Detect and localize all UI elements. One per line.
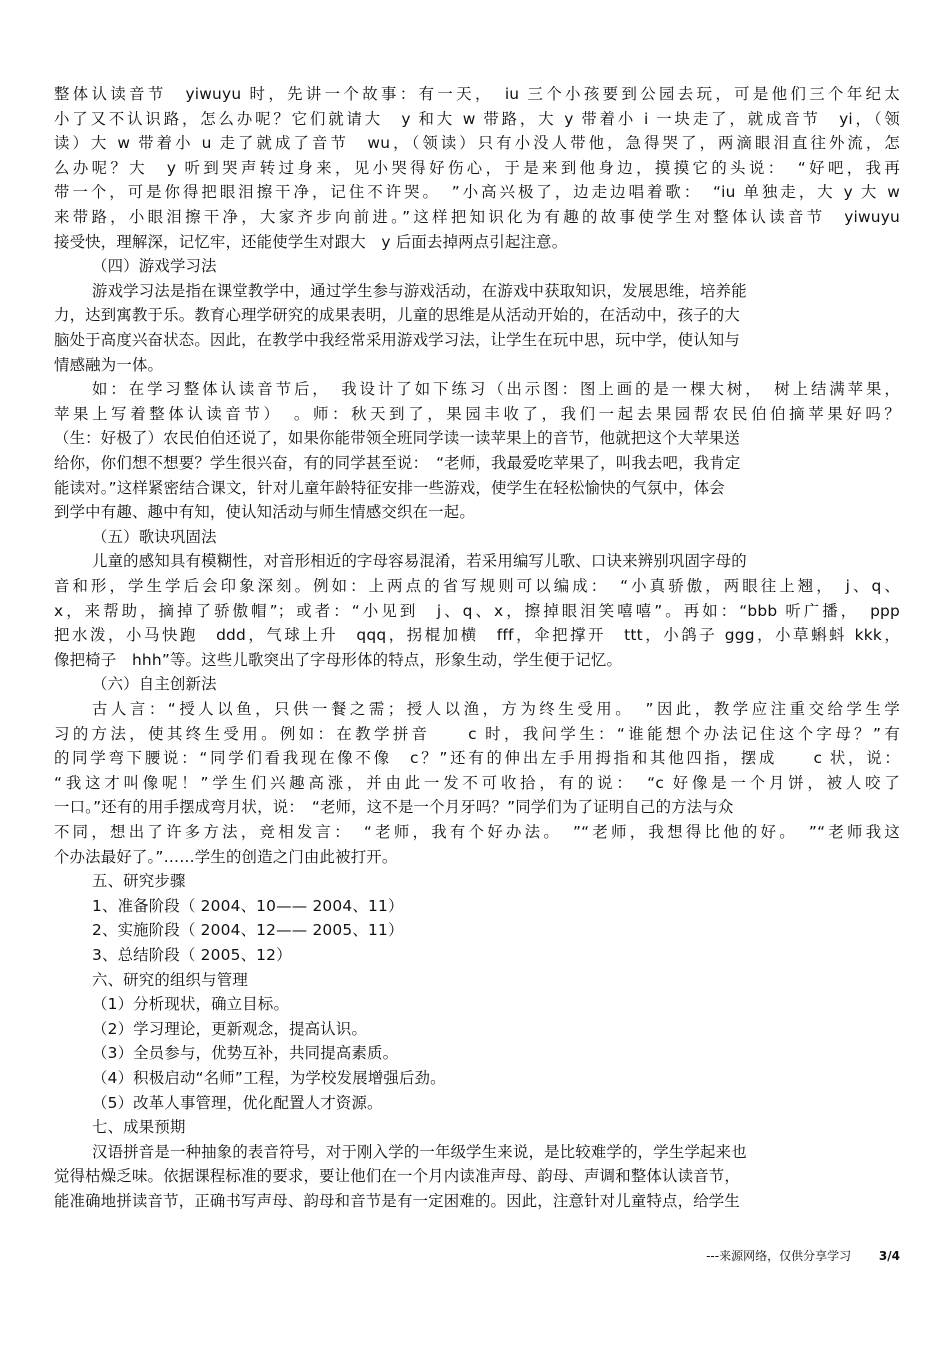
text-line: 带一个，可是你得把眼泪擦干净，记住不许哭。 ”小高兴极了，边走边唱着歌： “iu 单独走，大 y 大 w	[54, 183, 900, 202]
text-line: （2）学习理论，更新观念，提高认识。	[92, 1019, 368, 1038]
text-line: 小了又不认识路，怎么办呢？它们就请大 y 和大 w 带路，大 y 带着小 i 一块走了，就成音节 yi，（领	[54, 109, 900, 128]
text-line: x，来帮助，摘掉了骄傲帽”；或者：“小见到 j、q、x，擦掉眼泪笑嘻嘻”。再如：“bbb 听广播， ppp	[54, 601, 900, 620]
text-line: 六、研究的组织与管理	[92, 970, 248, 989]
text-line: （3）全员参与，优势互补，共同提高素质。	[92, 1044, 399, 1063]
text-line: 来带路，小眼泪擦干净，大家齐步向前进。”这样把知识化为有趣的故事使学生对整体认读音节 yiwuyu	[54, 208, 900, 226]
text-line: 古人言：“授人以鱼，只供一餐之需；授人以渔，方为终生受用。 ”因此，教学应注重交给学生学	[92, 700, 900, 718]
page-number: 3/4	[878, 1249, 900, 1263]
text-line: 音和形，学生学后会印象深刻。例如：上两点的省写规则可以编成： “小真骄傲，两眼往上翘， j、q、	[54, 577, 900, 595]
text-line: 觉得枯燥乏味。依据课程标准的要求，要让他们在一个月内读准声母、韵母、声调和整体认读音节，	[54, 1167, 740, 1186]
page-footer	[706, 1247, 900, 1265]
text-line: 如：在学习整体认读音节后， 我设计了如下练习（出示图：图上画的是一棵大树， 树上结满苹果，	[92, 380, 900, 399]
text-line: 儿童的感知具有模糊性，对音形相近的字母容易混淆，若采用编写儿歌、口诀来辨别巩固字母的	[92, 552, 747, 571]
text-line: 像把椅子 hhh”等。这些儿歌突出了字母形体的特点，形象生动，学生便于记忆。	[54, 650, 623, 669]
text-line: 游戏学习法是指在课堂教学中，通过学生参与游戏活动，在游戏中获取知识，发展思维，培养能	[92, 281, 747, 300]
text-line: 习的方法，使其终生受用。例如：在教学拼音 c 时，我问学生：“谁能想个办法记住这个字母？”有	[54, 724, 900, 743]
text-line: （六）自主创新法	[92, 675, 217, 694]
text-line: 个办法最好了。”……学生的创造之门由此被打开。	[54, 847, 398, 866]
text-line: 3、总结阶段（ 2005、12）	[92, 946, 292, 964]
text-line: 接受快，理解深，记忆牢，还能使学生对跟大 y 后面去掉两点引起注意。	[54, 232, 568, 251]
text-line: 能读对。”这样紧密结合课文，针对儿童年龄特征安排一些游戏，使学生在轻松愉快的气氛中，体会	[54, 478, 725, 497]
text-line: 的同学弯下腰说：“同学们看我现在像不像 c？”还有的伸出左手用拇指和其他四指，摆成 c 状，说：	[54, 749, 900, 768]
text-line: 么办呢？大 y 听到哭声转过身来，见小哭得好伤心，于是来到他身边，摸摸它的头说： “好吧，我再	[54, 158, 900, 177]
text-line: 力，达到寓教于乐。教育心理学研究的成果表明，儿童的思维是从活动开始的，在活动中，孩子的大	[54, 306, 740, 325]
footer-source-note: ---来源网络，仅供分享学习	[706, 1249, 852, 1263]
text-line: 把水泼，小马快跑 ddd，气球上升 qqq，拐棍加横 fff，伞把撑开 ttt，小鸽子 ggg，小草蝌蚪 kkk，	[54, 626, 900, 645]
text-line: （四）游戏学习法	[92, 257, 217, 276]
text-line: “我这才叫像呢！”学生们兴趣高涨，并由此一发不可收拾，有的说： “c 好像是一个月饼，被人咬了	[54, 773, 900, 792]
text-line: 到学中有趣、趣中有知，使认知活动与师生情感交织在一起。	[54, 503, 475, 522]
text-line: 整体认读音节 yiwuyu 时，先讲一个故事：有一天， iu 三个小孩要到公园去玩，可是他们三个年纪太	[54, 85, 900, 103]
text-line: 五、研究步骤	[92, 872, 186, 891]
text-line: 不同，想出了许多方法，竞相发言： “老师，我有个好办法。 ”“老师，我想得比他的好。 ”“老师我这	[54, 823, 900, 841]
text-line: 情感融为一体。	[54, 355, 164, 374]
text-line: （生：好极了）农民伯伯还说了，如果你能带领全班同学读一读苹果上的音节，他就把这个大苹果送	[54, 429, 740, 448]
text-line: （5）改革人事管理，优化配置人才资源。	[92, 1093, 383, 1112]
text-line: 1、准备阶段（ 2004、10—— 2004、11）	[92, 896, 404, 915]
text-line: 能准确地拼读音节，正确书写声母、韵母和音节是有一定困难的。因此，注意针对儿童特点，给学生	[54, 1192, 740, 1210]
text-line: 七、成果预期	[92, 1118, 186, 1137]
text-line: （1）分析现状，确立目标。	[92, 995, 290, 1014]
text-line: 脑处于高度兴奋状态。因此，在教学中我经常采用游戏学习法，让学生在玩中思，玩中学，使认知与	[54, 331, 740, 349]
text-line: （五）歌诀巩固法	[92, 527, 217, 546]
text-line: 读）大 w 带着小 u 走了就成了音节 wu，（领读）只有小没人带他，急得哭了，两滴眼泪直往外流，怎	[54, 134, 900, 153]
text-line: 汉语拼音是一种抽象的表音符号，对于刚入学的一年级学生来说，是比较难学的，学生学起来也	[92, 1142, 747, 1161]
text-line: 一口。”还有的用手摆成弯月状，说： “老师，这不是一个月牙吗？”同学们为了证明自己的方法与众	[54, 798, 734, 817]
text-line: 2、实施阶段（ 2004、12—— 2005、11）	[92, 921, 404, 940]
text-line: 给你，你们想不想要？学生很兴奋，有的同学甚至说： “老师，我最爱吃苹果了，叫我去吧，我肯定	[54, 454, 741, 472]
text-line: 苹果上写着整体认读音节） 。师：秋天到了，果园丰收了，我们一起去果园帮农民伯伯摘苹果好吗？	[54, 404, 900, 423]
text-line: （4）积极启动“名师”工程，为学校发展增强后劲。	[92, 1069, 446, 1087]
